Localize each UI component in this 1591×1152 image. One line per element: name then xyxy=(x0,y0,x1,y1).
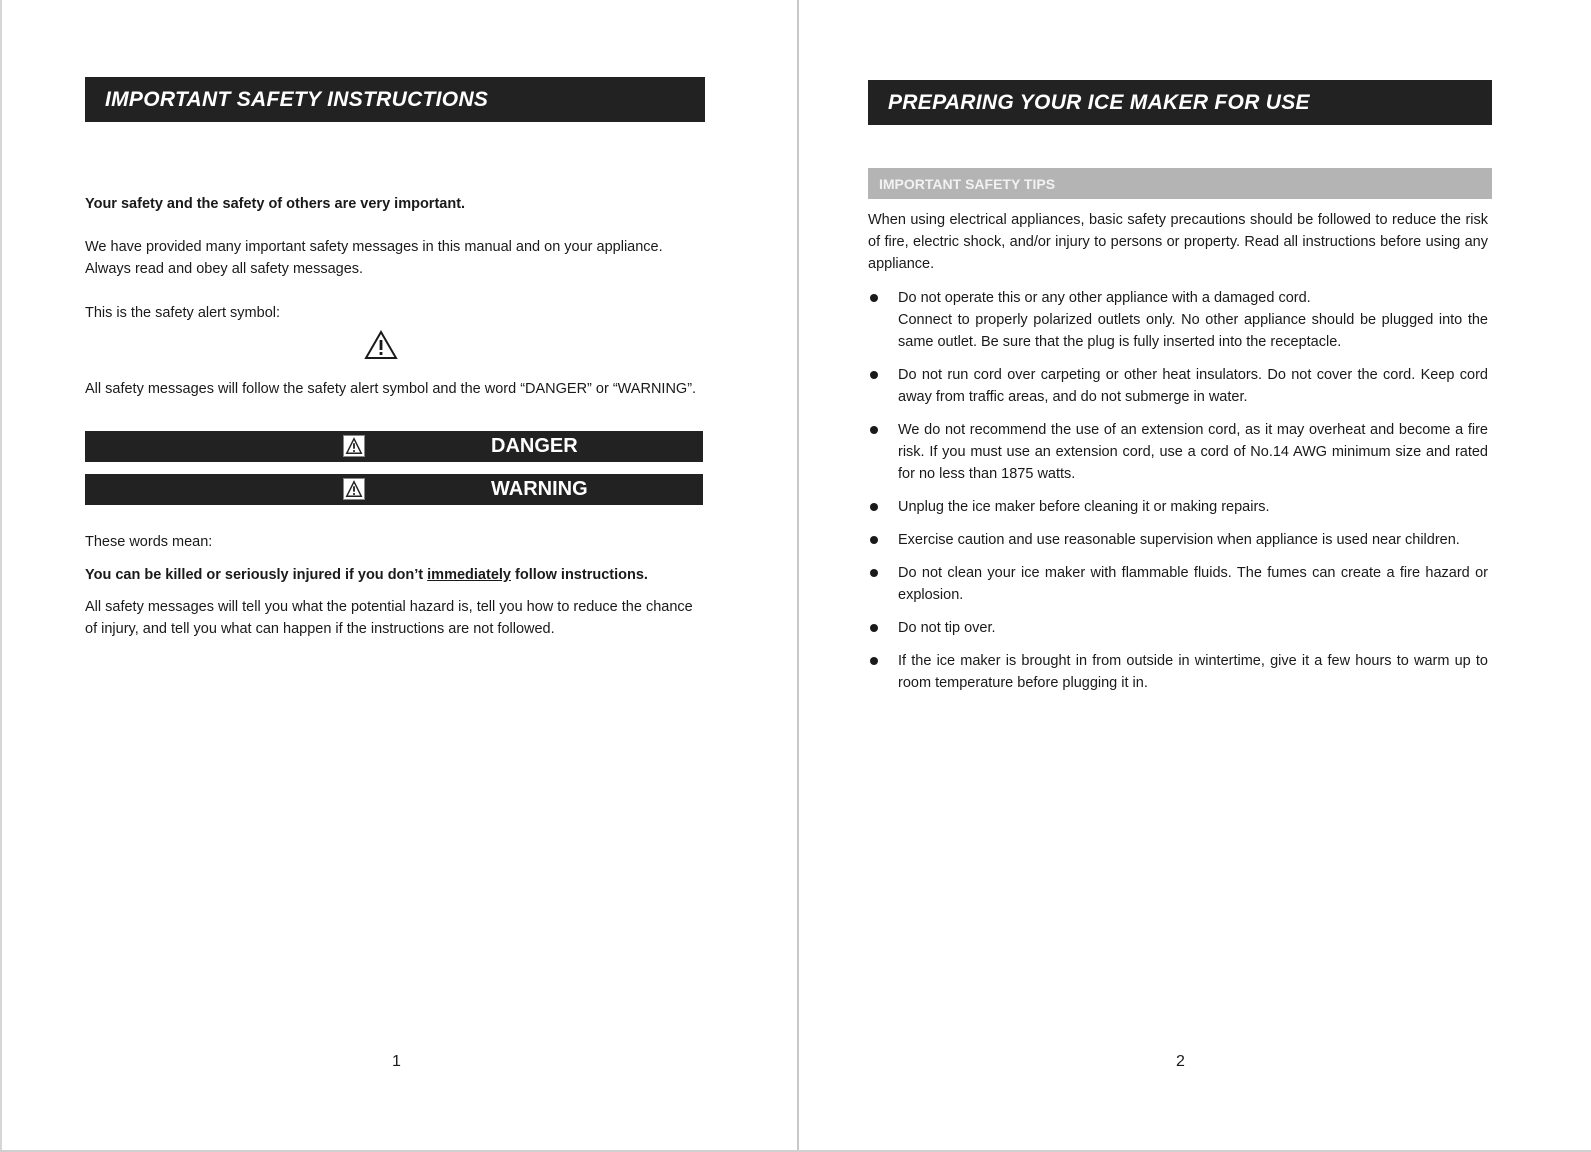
danger-label: DANGER xyxy=(491,435,578,457)
bullet-text-1a: Do not operate this or any other appliance with a damaged cord. xyxy=(898,290,1311,306)
words-mean-text: These words mean: xyxy=(85,534,213,550)
intro-bold-text: Your safety and the safety of others are very important. xyxy=(85,196,466,212)
bullet-dot-icon xyxy=(870,503,878,511)
list-item xyxy=(868,496,1488,518)
page-number-right: 2 xyxy=(1176,1053,1185,1070)
bullet-dot-icon xyxy=(870,371,878,379)
bullet-text-3: We do not recommend the use of an extension cord, as it may overheat and become a fire risk. If you must use an extension cord, use a cord of No.14 AWG minimum size and rated for no less than 1875 watts. xyxy=(898,422,1488,482)
bullet-text-1b: Connect to properly polarized outlets only. No other appliance should be plugged into the same outlet. Be sure that the plug is fully inserted into the receptacle. xyxy=(898,312,1488,350)
bullet-dot-icon xyxy=(870,426,878,434)
bullet-text-2: Do not run cord over carpeting or other heat insulators. Do not cover the cord. Keep cord away from traffic areas, and do not submerge in water. xyxy=(898,367,1488,405)
danger-alert-icon xyxy=(343,435,365,457)
messages-line-1: We have provided many important safety messages in this manual and on your appliance. xyxy=(85,239,663,255)
bullet-text-6: Do not clean your ice maker with flammable fluids. The fumes can create a fire hazard or explosion. xyxy=(898,565,1488,603)
right-page-title: PREPARING YOUR ICE MAKER FOR USE xyxy=(868,80,1492,125)
bullet-dot-icon xyxy=(870,536,878,544)
safety-intro-paragraph: When using electrical appliances, basic safety precautions should be followed to reduce the risk of fire, electric shock, and/or injury to persons or property. Read all instructions before using any appliance. xyxy=(868,212,1488,272)
bullet-dot-icon xyxy=(870,657,878,665)
list-item xyxy=(868,529,1488,551)
list-item xyxy=(868,650,1488,694)
list-item xyxy=(868,287,1488,353)
page-number-left: 1 xyxy=(392,1053,401,1070)
symbol-label: This is the safety alert symbol: xyxy=(85,305,281,321)
warning-alert-icon xyxy=(343,478,365,500)
left-page-title: IMPORTANT SAFETY INSTRUCTIONS xyxy=(85,77,705,122)
killed-warning-text xyxy=(85,564,705,586)
killed-pre-text: You can be killed or seriously injured if you don’t xyxy=(85,567,428,583)
immediately-text: immediately xyxy=(427,567,511,583)
messages-paragraph xyxy=(85,236,705,280)
safety-tips-subheading: IMPORTANT SAFETY TIPS xyxy=(868,168,1492,199)
warning-signal-bar xyxy=(85,474,703,505)
list-item xyxy=(868,364,1488,408)
page-right xyxy=(797,0,1591,1152)
safety-tips-list xyxy=(868,287,1488,705)
list-item xyxy=(868,617,1488,639)
warning-triangle-icon xyxy=(364,330,398,360)
bullet-text-5: Exercise caution and use reasonable supervision when appliance is used near children. xyxy=(898,532,1460,548)
danger-signal-bar xyxy=(85,431,703,462)
bullet-text-7: Do not tip over. xyxy=(898,620,996,636)
bullet-dot-icon xyxy=(870,294,878,302)
bullet-dot-icon xyxy=(870,569,878,577)
killed-post-text: follow instructions. xyxy=(510,567,648,583)
list-item xyxy=(868,419,1488,485)
hazard-paragraph: All safety messages will tell you what the potential hazard is, tell you how to reduce the chance of injury, and tell you what can happen if the instructions are not followed. xyxy=(85,599,693,637)
bullet-text-8: If the ice maker is brought in from outside in wintertime, give it a few hours to warm up to room temperature before plugging it in. xyxy=(898,653,1488,691)
follow-symbol-text: All safety messages will follow the safety alert symbol and the word “DANGER” or “WARNING”. xyxy=(85,381,697,397)
messages-line-2: Always read and obey all safety messages. xyxy=(85,261,364,277)
bullet-text-4: Unplug the ice maker before cleaning it or making repairs. xyxy=(898,499,1270,515)
bullet-dot-icon xyxy=(870,624,878,632)
list-item xyxy=(868,562,1488,606)
warning-label: WARNING xyxy=(491,478,588,500)
